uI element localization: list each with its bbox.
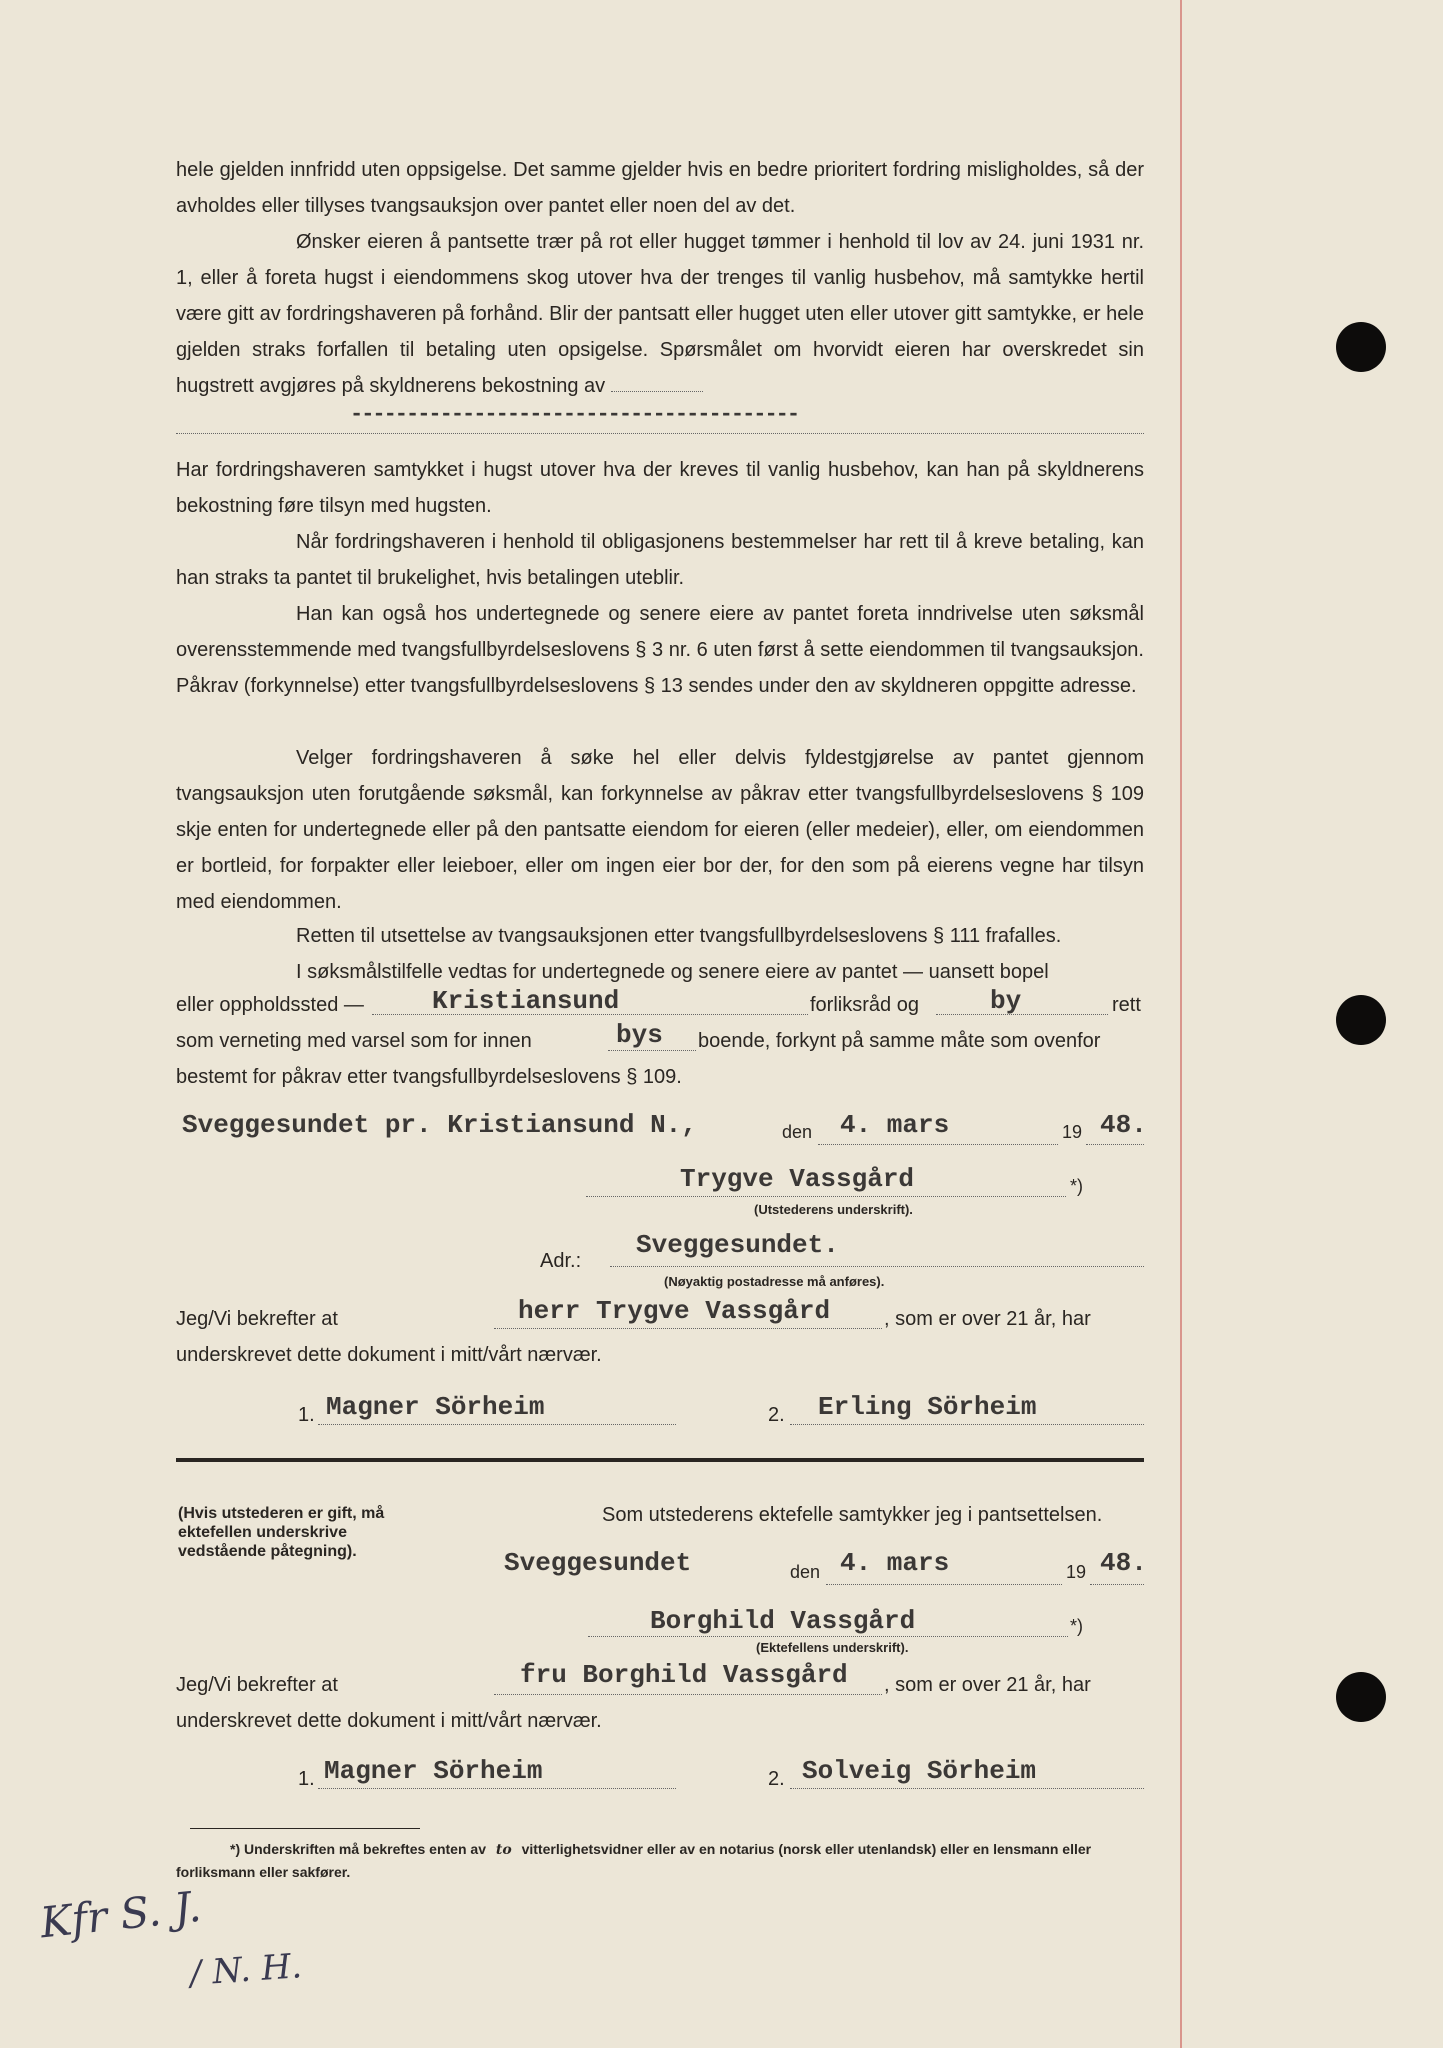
margin-note-line-1: Kfr S. J. [37, 1881, 204, 1948]
footnote-count: to [495, 1842, 512, 1858]
footnote-b: vitterlighetsvidner eller av en notarius (norsk eller utenlandsk) eller en lensmann eller forliksmann eller sakfører. [176, 1841, 1092, 1880]
paragraph-2-blank [611, 369, 703, 392]
venue-suffix: boende, forkynt på samme måte som ovenfor [698, 1030, 1101, 1052]
spouse-consent: Som utstederens ektefelle samtykker jeg i pantsettelsen. [602, 1504, 1103, 1526]
spouse-signer-caption: (Ektefellens underskrift). [756, 1640, 909, 1655]
footnote-rule [190, 1828, 420, 1829]
struck-line: ---------------------------------------- [350, 402, 799, 427]
footnote-a: *) Underskriften må bekreftes enten av [230, 1841, 486, 1857]
confirm-last: underskrevet dette dokument i mitt/vårt nærvær. [176, 1344, 602, 1366]
paragraph-2-text: Ønsker eieren å pantsette trær på rot eller hugget tømmer i henhold til lov av 24. juni 1931 nr. 1, eller å foreta hugst i eiendommens skog utover hva der trenges til vanlig husbehov, må samtykke hertil være gitt av fordringshaveren på forhånd. Blir der pantsatt eller hugget uten eller utover gitt samtykke, er hele gjelden straks forfallen til betaling uten opsigelse. Spørsmålet om hvorvidt eieren har overskredet sin hugstrett avgjøres på skyldnerens bekostning av [176, 231, 1144, 397]
spouse-witness-2-blank [790, 1788, 1144, 1789]
witness-2-number: 2. [768, 1404, 785, 1426]
paragraph-8-line-1: I søksmålstilfelle vedtas for undertegnede og senere eiere av pantet — uansett bopel [296, 961, 1049, 983]
venue-value: bys [616, 1020, 663, 1050]
margin-note-line-2: / N. H. [188, 1946, 304, 1994]
struck-line-rule [176, 433, 1144, 434]
spouse-year: 48. [1100, 1548, 1147, 1578]
spouse-signer-blank [588, 1636, 1068, 1637]
address-label: Adr.: [540, 1250, 582, 1272]
forum-suffix: forliksråd og [810, 994, 919, 1016]
punch-hole-bottom [1336, 1672, 1386, 1722]
confirm-blank [494, 1328, 882, 1329]
punch-hole-top [1336, 322, 1386, 372]
spouse-witness-1: Magner Sörheim [324, 1756, 543, 1786]
spouse-signer-mark: *) [1070, 1616, 1083, 1636]
spouse-date-blank [826, 1584, 1062, 1585]
punch-hole-middle [1336, 995, 1386, 1045]
paragraph-7: Retten til utsettelse av tvangsauksjonen etter tvangsfullbyrdelseslovens § 111 frafalles. [296, 925, 1062, 947]
spouse-place: Sveggesundet [504, 1548, 692, 1578]
venue-blank [608, 1050, 696, 1051]
spouse-confirm-suffix: , som er over 21 år, har [884, 1674, 1091, 1696]
signer-name: Trygve Vassgård [680, 1164, 915, 1194]
court-value: by [990, 986, 1022, 1016]
forum-prefix: eller oppholdssted — [176, 994, 364, 1016]
confirm-prefix: Jeg/Vi bekrefter at [176, 1308, 338, 1330]
address-blank [610, 1266, 1144, 1267]
witness-1-blank [318, 1424, 676, 1425]
spouse-witness-2-number: 2. [768, 1768, 785, 1790]
court-suffix: rett [1112, 994, 1141, 1016]
spouse-witness-2: Solveig Sörheim [802, 1756, 1037, 1786]
paragraph-4: Når fordringshaveren i henhold til obligasjonens bestemmelser har rett til å kreve betaling, kan han straks ta pantet til brukelighet, hvis betalingen uteblir. [176, 531, 1144, 589]
margin-line [1180, 0, 1182, 2048]
spouse-witness-1-blank [318, 1788, 676, 1789]
spouse-confirm-blank [494, 1694, 882, 1695]
confirm-name: herr Trygve Vassgård [518, 1296, 831, 1326]
signing-place: Sveggesundet pr. Kristiansund N., [182, 1110, 697, 1140]
signing-date-blank [818, 1144, 1058, 1145]
paragraph-3: Har fordringshaveren samtykket i hugst utover hva der kreves til vanlig husbehov, kan han på skyldnerens bekostning føre tilsyn med hugsten. [176, 459, 1144, 517]
spouse-note: (Hvis utstederen er gift, må ektefellen underskrive vedstående påtegning). [178, 1505, 385, 1560]
signer-blank [586, 1196, 1066, 1197]
spouse-confirm-prefix: Jeg/Vi bekrefter at [176, 1674, 338, 1696]
spouse-confirm-last: underskrevet dette dokument i mitt/vårt nærvær. [176, 1710, 602, 1732]
venue-prefix: som verneting med varsel som for innen [176, 1030, 532, 1052]
spouse-year-blank [1090, 1584, 1144, 1585]
confirm-suffix: , som er over 21 år, har [884, 1308, 1091, 1330]
footnote [176, 1838, 1144, 1883]
witness-1: Magner Sörheim [326, 1392, 545, 1422]
signing-date: 4. mars [840, 1110, 950, 1140]
signing-den: den [782, 1122, 813, 1142]
forum-value: Kristiansund [432, 986, 620, 1016]
signing-year-blank [1086, 1144, 1144, 1145]
spouse-witness-1-number: 1. [298, 1768, 315, 1790]
paragraph-1: hele gjelden innfridd uten oppsigelse. Det samme gjelder hvis en bedre prioritert fordring misligholdes, så der avholdes eller tillyses tvangsauksjon over pantet eller noen del av det. [176, 159, 1144, 217]
venue-last: bestemt for påkrav etter tvangsfullbyrdelseslovens § 109. [176, 1066, 682, 1088]
paragraph-2 [176, 224, 1144, 404]
spouse-den: den [790, 1562, 821, 1582]
spouse-signer-name: Borghild Vassgård [650, 1606, 916, 1636]
witness-1-number: 1. [298, 1404, 315, 1426]
signer-caption: (Utstederens underskrift). [754, 1202, 913, 1217]
address-caption: (Nøyaktig postadresse må anføres). [664, 1274, 885, 1289]
section-divider [176, 1458, 1144, 1462]
witness-2-blank [790, 1424, 1144, 1425]
signing-year-prefix: 19 [1062, 1122, 1083, 1142]
paragraph-6: Velger fordringshaveren å søke hel eller delvis fyldestgjørelse av pantet gjennom tvangsauksjon uten forutgående søksmål, kan forkynnelse av påkrav etter tvangsfullbyrdelseslovens § 109 skje enten for undertegnede eller på den pantsatte eiendom for eieren (eller medeier), eller, om eiendommen er bortleid, for forpakter eller leieboer, eller om ingen eier bor der, for den som på eierens vegne har tilsyn med eiendommen. [176, 747, 1144, 913]
spouse-date: 4. mars [840, 1548, 950, 1578]
address-value: Sveggesundet. [636, 1230, 839, 1260]
signing-year: 48. [1100, 1110, 1147, 1140]
spouse-confirm-name: fru Borghild Vassgård [520, 1660, 848, 1690]
spouse-year-prefix: 19 [1066, 1562, 1087, 1582]
paragraph-5: Han kan også hos undertegnede og senere eiere av pantet foreta inndrivelse uten søksmål overensstemmende med tvangsfullbyrdelseslovens § 3 nr. 6 uten først å sette eiendommen til tvangsauksjon. Påkrav (forkynnelse) etter tvangsfullbyrdelseslovens § 13 sendes under den av skyldneren oppgitte adresse. [176, 603, 1144, 697]
witness-2: Erling Sörheim [818, 1392, 1037, 1422]
court-blank [936, 1014, 1108, 1015]
signer-mark: *) [1070, 1176, 1083, 1196]
